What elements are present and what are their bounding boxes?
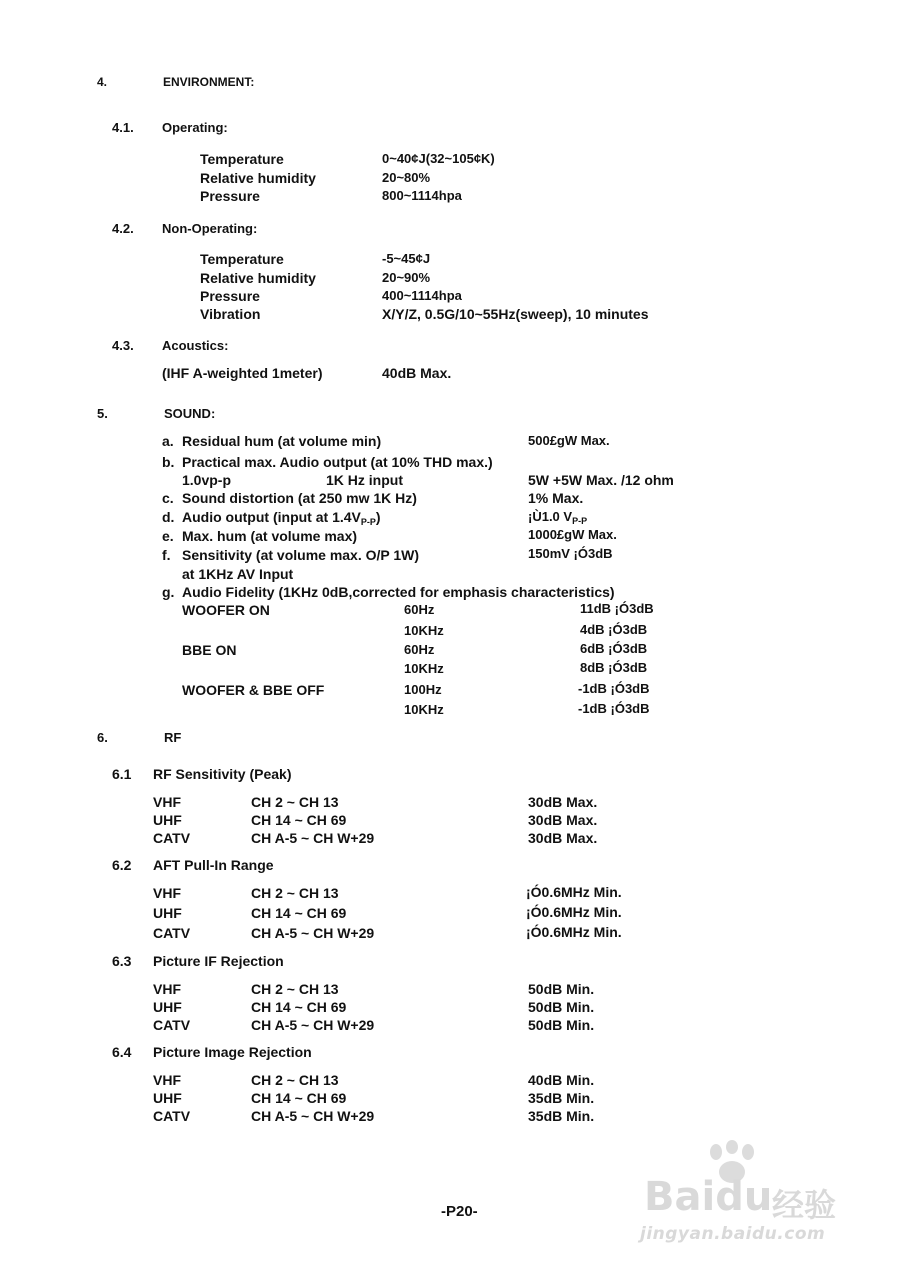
subsection-number: 4.2. (112, 221, 134, 236)
section-title: RF (164, 730, 182, 745)
fidelity-freq: 10KHz (404, 623, 444, 638)
band-label: UHF (153, 999, 182, 1015)
channel-range: CH A-5 ~ CH W+29 (251, 830, 375, 846)
spec-value: 400~1114hpa (382, 288, 462, 303)
band-label: VHF (153, 794, 181, 810)
spec-value: ¡Ó0.6MHz Min. (526, 924, 622, 940)
subscript: P-P (572, 516, 588, 526)
item-subtext: 1K Hz input (326, 472, 403, 488)
item-value-main: ¡Ù1.0 V (528, 509, 573, 524)
item-letter: d. (162, 509, 175, 525)
watermark-brand-part2: du (715, 1174, 773, 1220)
fidelity-mode: WOOFER ON (182, 602, 270, 618)
subsection-title: Picture Image Rejection (153, 1044, 312, 1060)
watermark (640, 1140, 870, 1250)
spec-value: 20~90% (382, 270, 431, 285)
watermark-url: jingyan.baidu.com (640, 1224, 826, 1244)
spec-label: Temperature (200, 151, 284, 167)
fidelity-mode: BBE ON (182, 642, 237, 658)
spec-value: 30dB Max. (528, 830, 598, 846)
fidelity-freq: 10KHz (404, 702, 444, 717)
subsection-number: 6.2 (112, 857, 132, 873)
item-text: Max. hum (at volume max) (182, 528, 358, 544)
fidelity-value: -1dB ¡Ó3dB (578, 681, 650, 696)
spec-label: (IHF A-weighted 1meter) (162, 365, 323, 381)
spec-value: -5~45¢J (382, 251, 431, 266)
item-letter: c. (162, 490, 174, 506)
band-label: VHF (153, 1072, 181, 1088)
fidelity-value: 6dB ¡Ó3dB (580, 641, 648, 656)
item-letter: b. (162, 454, 175, 470)
band-label: CATV (153, 925, 191, 941)
section-number: 4. (97, 75, 108, 89)
item-text: Sound distortion (at 250 mw 1K Hz) (182, 490, 417, 506)
spec-value: 800~1114hpa (382, 188, 462, 203)
watermark-cn: 经验 (772, 1186, 837, 1224)
item-letter: f. (162, 547, 171, 563)
subsection-title: RF Sensitivity (Peak) (153, 766, 292, 782)
channel-range: CH A-5 ~ CH W+29 (251, 1017, 375, 1033)
spec-value: 30dB Max. (528, 812, 598, 828)
section-title: ENVIRONMENT: (163, 75, 255, 89)
channel-range: CH 2 ~ CH 13 (251, 885, 339, 901)
subsection-title: AFT Pull-In Range (153, 857, 274, 873)
subsection-title: Non-Operating: (162, 221, 258, 236)
section-title: SOUND: (164, 406, 216, 421)
spec-value: 40dB Min. (528, 1072, 595, 1088)
item-value: 1000£gW Max. (528, 527, 617, 542)
spec-value: 35dB Min. (528, 1108, 595, 1124)
channel-range: CH 14 ~ CH 69 (251, 999, 347, 1015)
channel-range: CH 14 ~ CH 69 (251, 1090, 347, 1106)
item-letter: g. (162, 584, 175, 600)
band-label: VHF (153, 981, 181, 997)
watermark-brand (644, 1174, 772, 1220)
item-value: 1% Max. (528, 490, 584, 506)
fidelity-freq: 60Hz (404, 642, 435, 657)
channel-range: CH A-5 ~ CH W+29 (251, 1108, 375, 1124)
fidelity-value: -1dB ¡Ó3dB (578, 701, 650, 716)
band-label: VHF (153, 885, 181, 901)
band-label: CATV (153, 1108, 191, 1124)
subsection-number: 4.3. (112, 338, 134, 353)
item-text: Audio Fidelity (1KHz 0dB,corrected for emphasis characteristics) (182, 584, 615, 600)
subsection-title: Operating: (162, 120, 228, 135)
spec-label: Relative humidity (200, 170, 316, 186)
item-subtext: 1.0vp-p (182, 472, 232, 488)
channel-range: CH 2 ~ CH 13 (251, 981, 339, 997)
channel-range: CH 14 ~ CH 69 (251, 905, 347, 921)
band-label: UHF (153, 1090, 182, 1106)
spec-value: 20~80% (382, 170, 431, 185)
channel-range: CH 2 ~ CH 13 (251, 794, 339, 810)
spec-value: 50dB Min. (528, 1017, 595, 1033)
spec-label: Pressure (200, 188, 260, 204)
item-subtext: at 1KHz AV Input (182, 566, 294, 582)
spec-value: 35dB Min. (528, 1090, 595, 1106)
band-label: UHF (153, 812, 182, 828)
spec-label: Temperature (200, 251, 284, 267)
item-text-end: ) (375, 509, 381, 525)
item-text: Residual hum (at volume min) (182, 433, 382, 449)
watermark-brand-part1: Bai (644, 1174, 716, 1220)
channel-range: CH A-5 ~ CH W+29 (251, 925, 375, 941)
subscript: P-P (360, 517, 376, 527)
spec-value: 40dB Max. (382, 365, 452, 381)
item-letter: e. (162, 528, 174, 544)
spec-label: Pressure (200, 288, 260, 304)
spec-value: 30dB Max. (528, 794, 598, 810)
item-text: Practical max. Audio output (at 10% THD max.) (182, 454, 493, 470)
item-value: 500£gW Max. (528, 433, 610, 448)
subsection-title: Picture IF Rejection (153, 953, 284, 969)
item-letter: a. (162, 433, 174, 449)
section-number: 6. (97, 730, 108, 745)
channel-range: CH 14 ~ CH 69 (251, 812, 347, 828)
spec-label: Vibration (200, 306, 261, 322)
spec-value: 50dB Min. (528, 999, 595, 1015)
subsection-number: 6.3 (112, 953, 132, 969)
band-label: CATV (153, 1017, 191, 1033)
subsection-number: 4.1. (112, 120, 134, 135)
item-text: Sensitivity (at volume max. O/P 1W) (182, 547, 420, 563)
item-value (528, 509, 588, 526)
subsection-number: 6.4 (112, 1044, 132, 1060)
item-text-main: Audio output (input at 1.4V (182, 509, 361, 525)
spec-label: Relative humidity (200, 270, 316, 286)
spec-value: 50dB Min. (528, 981, 595, 997)
subsection-title: Acoustics: (162, 338, 229, 353)
item-value: 5W +5W Max. /12 ohm (528, 472, 674, 488)
page-number: -P20- (441, 1203, 478, 1220)
spec-value: 0~40¢J(32~105¢K) (382, 151, 495, 166)
fidelity-freq: 100Hz (404, 682, 442, 697)
fidelity-freq: 10KHz (404, 661, 444, 676)
spec-value: ¡Ó0.6MHz Min. (526, 904, 622, 920)
spec-value: X/Y/Z, 0.5G/10~55Hz(sweep), 10 minutes (382, 306, 649, 322)
fidelity-mode: WOOFER & BBE OFF (182, 682, 325, 698)
subsection-number: 6.1 (112, 766, 132, 782)
fidelity-value: 8dB ¡Ó3dB (580, 660, 648, 675)
band-label: CATV (153, 830, 191, 846)
item-value: 150mV ¡Ó3dB (528, 546, 613, 561)
channel-range: CH 2 ~ CH 13 (251, 1072, 339, 1088)
fidelity-value: 11dB ¡Ó3dB (580, 601, 654, 616)
spec-value: ¡Ó0.6MHz Min. (526, 884, 622, 900)
band-label: UHF (153, 905, 182, 921)
fidelity-freq: 60Hz (404, 602, 435, 617)
fidelity-value: 4dB ¡Ó3dB (580, 622, 648, 637)
item-text (182, 509, 381, 527)
section-number: 5. (97, 406, 108, 421)
